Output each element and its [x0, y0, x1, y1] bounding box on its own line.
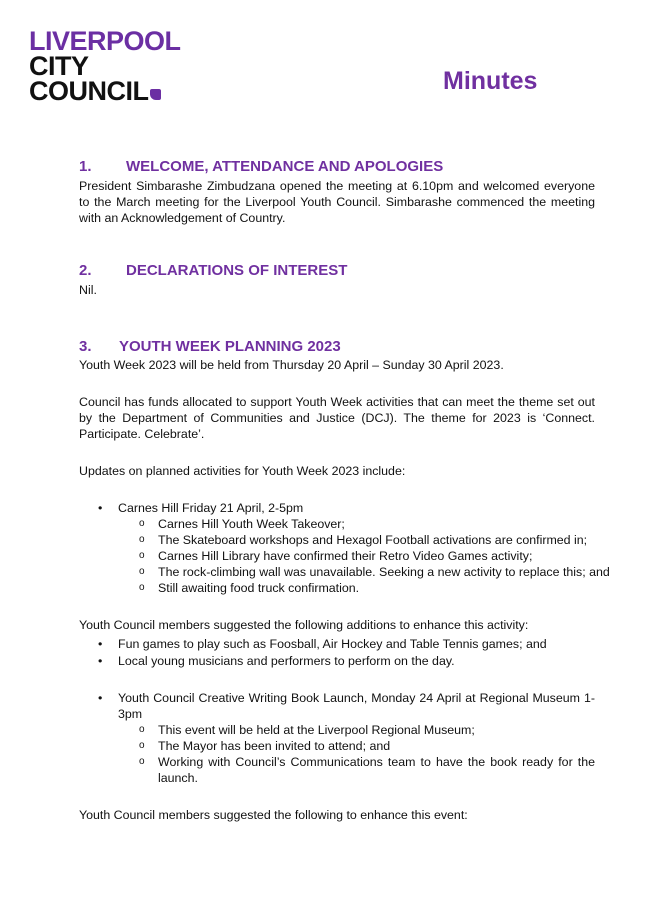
suggestions-intro-paragraph: Youth Council members suggested the following additions to enhance this activity: — [79, 618, 529, 632]
sub-bullet-icon: o — [139, 756, 145, 767]
sub-bullet-icon: o — [139, 740, 145, 751]
section-2-number: 2. — [79, 262, 92, 279]
section-2-heading — [79, 262, 347, 279]
logo-line-3-text: COUNCIL — [29, 76, 149, 106]
updates-intro-paragraph: Updates on planned activities for Youth Week 2023 include: — [79, 464, 406, 478]
section-2-title: DECLARATIONS OF INTEREST — [126, 262, 348, 279]
section-1-heading — [79, 158, 443, 175]
activity-1-title: Carnes Hill Friday 21 April, 2-5pm — [118, 501, 304, 515]
activity-1-item-text: Carnes Hill Youth Week Takeover; — [158, 517, 345, 531]
document-title: Minutes — [443, 67, 538, 95]
funds-paragraph: Council has funds allocated to support Youth Week activities that can meet the theme set out by the Department of Communities and Justice (DCJ). The theme for 2023 is ‘Connect. Participate. Celebrate’. — [79, 395, 595, 441]
liverpool-city-council-logo — [29, 26, 204, 106]
logo-line-1: LIVERPOOL — [29, 26, 181, 56]
logo-line-3 — [29, 76, 204, 106]
event-suggestions-intro-paragraph: Youth Council members suggested the following to enhance this event: — [79, 808, 468, 822]
youth-week-dates-paragraph: Youth Week 2023 will be held from Thursday 20 April – Sunday 30 April 2023. — [79, 358, 504, 372]
activity-2-item-text: This event will be held at the Liverpool Regional Museum; — [158, 723, 475, 737]
bullet-icon: • — [98, 637, 103, 651]
section-2-body: Nil. — [79, 283, 97, 297]
suggestion-text: Fun games to play such as Foosball, Air Hockey and Table Tennis games; and — [118, 637, 547, 651]
sub-bullet-icon: o — [139, 550, 145, 561]
sub-bullet-icon: o — [139, 724, 145, 735]
logo-speech-mark-icon — [150, 89, 161, 100]
sub-bullet-icon: o — [139, 518, 145, 529]
activity-1-item-text: The Skateboard workshops and Hexagol Football activations are confirmed in; — [158, 533, 588, 547]
section-3-number: 3. — [79, 338, 92, 355]
bullet-icon: • — [98, 654, 103, 668]
activity-1-item-text: The rock-climbing wall was unavailable. Seeking a new activity to replace this; and — [158, 565, 610, 579]
section-1-title: WELCOME, ATTENDANCE AND APOLOGIES — [126, 158, 444, 175]
activity-2-item-text: The Mayor has been invited to attend; and — [158, 739, 391, 753]
logo-line-2: CITY — [29, 51, 89, 81]
activity-1-item-text: Carnes Hill Library have confirmed their Retro Video Games activity; — [158, 549, 533, 563]
activity-2-item-text: Working with Council’s Communications team to have the book ready for the launch. — [158, 755, 595, 785]
activity-1-item-text: Still awaiting food truck confirmation. — [158, 581, 360, 595]
suggestion-text: Local young musicians and performers to perform on the day. — [118, 654, 455, 668]
section-1-body: President Simbarashe Zimbudzana opened the meeting at 6.10pm and welcomed everyone to the March meeting for the Liverpool Youth Council. Simbarashe commenced the meeting with an Acknowledgement of Country. — [79, 179, 595, 225]
activity-2-bullet — [98, 690, 595, 722]
bullet-icon: • — [98, 501, 103, 515]
section-3-heading — [79, 338, 341, 355]
sub-bullet-icon: o — [139, 566, 145, 577]
activity-2-title: Youth Council Creative Writing Book Launch, Monday 24 April at Regional Museum 1-3pm — [118, 691, 595, 721]
bullet-icon: • — [98, 691, 103, 705]
sub-bullet-icon: o — [139, 582, 145, 593]
section-1-number: 1. — [79, 158, 92, 175]
sub-bullet-icon: o — [139, 534, 145, 545]
section-3-title: YOUTH WEEK PLANNING 2023 — [119, 338, 341, 355]
